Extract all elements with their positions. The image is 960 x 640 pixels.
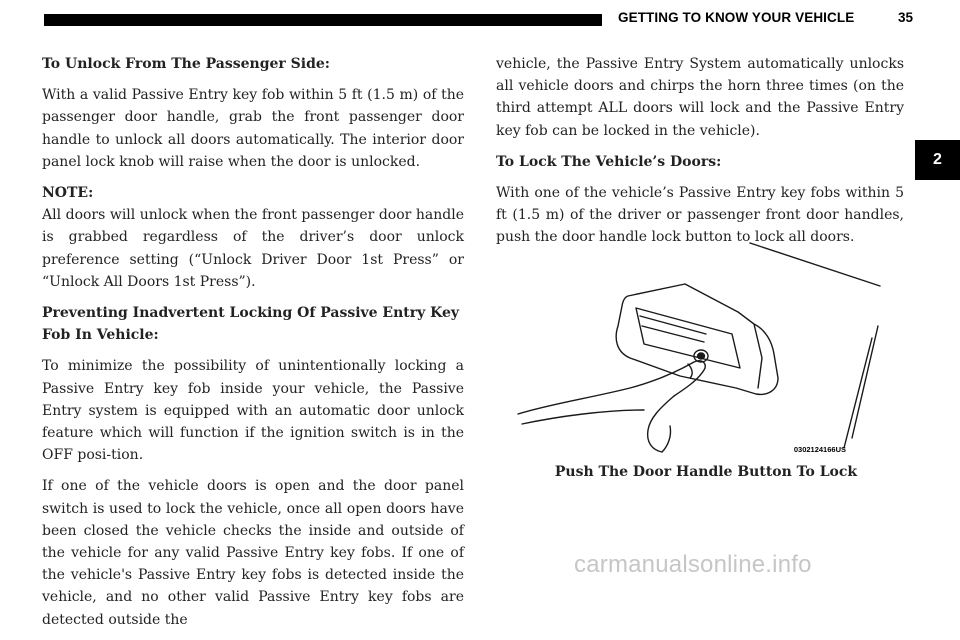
right-column: [496, 53, 904, 258]
figure-code: 0302124166US: [793, 445, 846, 454]
paragraph-lock-doors: With one of the vehicle’s Passive Entry key fobs within 5 ft (1.5 m) of the driver or passenger front door handles, push the door handle lock button to lock all doors.: [496, 185, 904, 246]
paragraph-door-open: If one of the vehicle doors is open and the door panel switch is used to lock the vehicle, once all open doors have been closed the vehicle checks the inside and outside of the vehicle for any valid Passive Entry key fobs. If one of the vehicle's Passive Entry key fobs is detected inside the vehicle, and no other valid Passive Entry key fobs are detected outside the: [42, 478, 464, 628]
left-column: [42, 53, 464, 640]
watermark-text: carmanualsonline.info: [574, 551, 812, 578]
note-block: [42, 182, 464, 293]
finger-knuckle-outline: [648, 396, 674, 452]
running-header-title: GETTING TO KNOW YOUR VEHICLE: [618, 10, 855, 25]
finger-top-outline: [518, 361, 705, 414]
door-edge-line-2: [844, 338, 872, 448]
chapter-tab[interactable]: 2: [915, 140, 960, 180]
fingernail-outline: [688, 364, 692, 378]
door-edge-line-1: [852, 326, 878, 438]
page-number: 35: [898, 10, 914, 25]
header-rule: [44, 14, 602, 26]
finger-crease: [662, 426, 671, 452]
thumb-outline: [522, 410, 644, 424]
heading-preventing-locking: Preventing Inadvertent Locking Of Passive Entry Key Fob In Vehicle:: [42, 305, 460, 344]
door-panel-edge-line: [750, 243, 880, 286]
door-handle-illustration: [510, 238, 902, 460]
note-label: NOTE:: [42, 185, 94, 202]
paragraph-unlock-passenger: With a valid Passive Entry key fob within 5 ft (1.5 m) of the passenger door handle, grab the front passenger door handle to unlock all doors automatically. The interior door panel lock knob will raise when the door is unlocked.: [42, 87, 464, 170]
paragraph-continued: vehicle, the Passive Entry System automatically unlocks all vehicle doors and chirps the horn three times (on the third attempt ALL doors will lock and the Passive Entry key fob can be locked in the vehicle).: [496, 56, 904, 139]
figure-caption: Push The Door Handle Button To Lock: [554, 464, 858, 480]
heading-unlock-passenger: To Unlock From The Passenger Side:: [42, 56, 330, 72]
lock-button-center: [698, 353, 705, 359]
heading-lock-doors: To Lock The Vehicle’s Doors:: [496, 153, 722, 170]
paragraph-preventing-locking: To minimize the possibility of unintentionally locking a Passive Entry key fob inside your vehicle, the Passive Entry system is equipped with an automatic door unlock feature which will function if the ignition switch is in the OFF posi-tion.: [42, 358, 464, 464]
door-handle-drawing: [510, 238, 902, 460]
note-text: All doors will unlock when the front passenger door handle is grabbed regardless of the driver’s door unlock preference setting (“Unlock Driver Door 1st Press” or “Unlock All Doors 1st Press”).: [42, 207, 464, 290]
handle-slot-2: [642, 326, 704, 342]
handle-end-cap: [738, 312, 762, 388]
